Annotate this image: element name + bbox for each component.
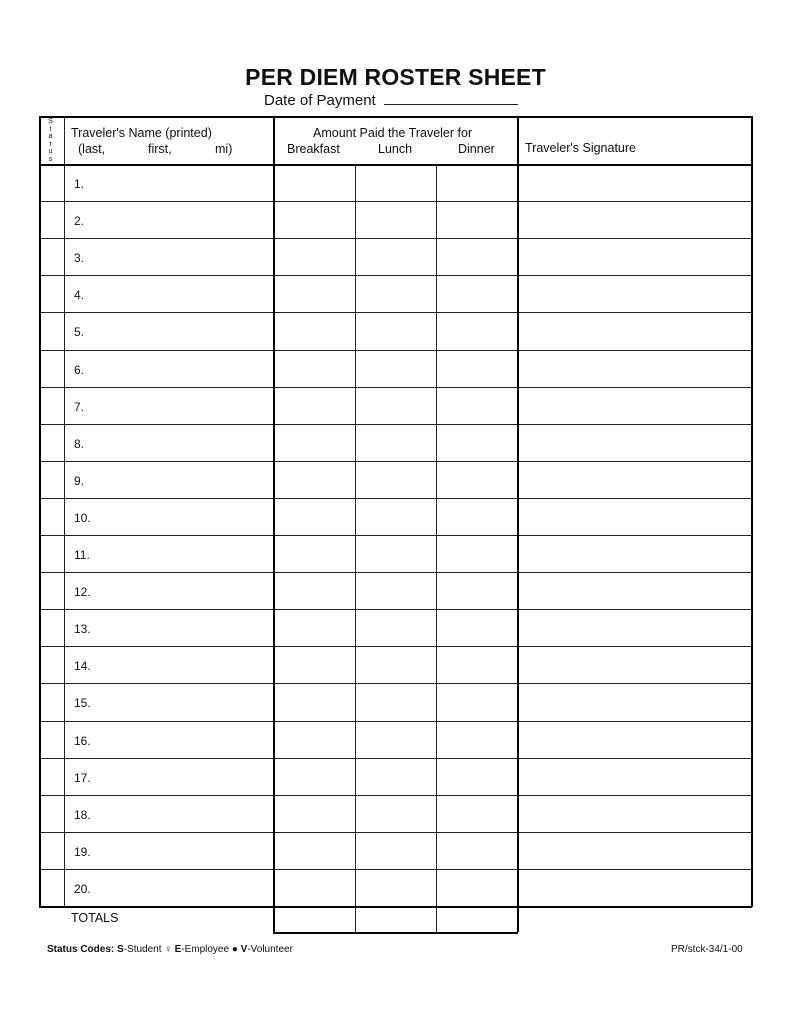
row-divider	[39, 350, 752, 351]
bullet-icon: ●	[231, 944, 238, 955]
row-number: 15.	[74, 696, 91, 710]
status-letter: t	[49, 125, 52, 133]
row-number: 3.	[74, 251, 85, 265]
amount-header: Amount Paid the Traveler for	[313, 126, 473, 140]
row-divider	[39, 869, 752, 870]
row-divider	[39, 312, 752, 313]
row-number: 11.	[74, 548, 90, 562]
row-divider	[39, 238, 752, 239]
status-code-v-text: -Volunteer	[247, 944, 293, 955]
row-divider	[39, 387, 752, 388]
status-letter: a	[48, 133, 53, 140]
female-symbol-icon: ♀	[164, 944, 172, 955]
dinner-header: Dinner	[458, 142, 495, 156]
row-divider	[39, 424, 752, 425]
row-divider	[39, 572, 752, 573]
status-code-e-text: -Employee	[181, 944, 230, 955]
status-code-v: V	[240, 944, 248, 955]
row-divider	[39, 683, 752, 684]
row-number: 6.	[74, 363, 85, 377]
row-number: 7.	[74, 400, 85, 414]
row-divider	[39, 721, 752, 722]
status-letter: t	[49, 140, 52, 148]
totals-bottom-border	[273, 932, 518, 934]
row-divider	[39, 646, 752, 647]
row-divider	[39, 906, 752, 908]
dinner-column-divider	[517, 116, 519, 932]
status-codes-label: Status Codes:	[47, 944, 115, 955]
row-divider	[39, 535, 752, 536]
row-number: 4.	[74, 288, 85, 302]
row-divider	[39, 201, 752, 202]
status-column-header	[46, 118, 55, 163]
lunch-column-divider	[436, 164, 437, 932]
name-header-line1: Traveler's Name (printed)	[71, 126, 212, 140]
status-code-s-text: -Student	[123, 944, 162, 955]
header-bottom-border	[39, 164, 752, 166]
status-letter: S	[48, 118, 53, 125]
row-number: 1.	[74, 177, 85, 191]
row-number: 17.	[74, 771, 91, 785]
name-column-divider	[273, 116, 275, 932]
row-number: 19.	[74, 845, 91, 859]
row-divider	[39, 461, 752, 462]
row-number: 16.	[74, 734, 91, 748]
row-number: 5.	[74, 325, 85, 339]
row-number: 13.	[74, 622, 91, 636]
status-codes-legend	[47, 944, 293, 955]
row-divider	[39, 795, 752, 796]
table-right-border	[751, 116, 753, 907]
name-header-mi: mi)	[215, 142, 233, 156]
form-id: PR/stck-34/1-00	[671, 944, 743, 955]
breakfast-header: Breakfast	[287, 142, 340, 156]
row-divider	[39, 275, 752, 276]
table-top-border	[39, 116, 752, 118]
row-number: 18.	[74, 808, 91, 822]
row-number: 10.	[74, 511, 91, 525]
table-left-border	[39, 116, 41, 906]
row-number: 8.	[74, 437, 85, 451]
row-number: 12.	[74, 585, 91, 599]
row-number: 20.	[74, 882, 91, 896]
status-letter: u	[48, 148, 53, 155]
name-header-first: first,	[148, 142, 172, 156]
lunch-header: Lunch	[378, 142, 413, 156]
status-code-e: E	[174, 944, 182, 955]
row-divider	[39, 498, 752, 499]
row-number: 2.	[74, 214, 85, 228]
row-divider	[39, 758, 752, 759]
row-divider	[39, 609, 752, 610]
status-letter: s	[48, 155, 53, 163]
status-column-divider	[64, 116, 65, 906]
name-header-last: (last,	[78, 142, 106, 156]
date-of-payment	[264, 91, 518, 109]
row-divider	[39, 832, 752, 833]
page-title: PER DIEM ROSTER SHEET	[245, 64, 546, 90]
breakfast-column-divider	[355, 164, 356, 932]
status-code-s: S	[117, 944, 124, 955]
date-of-payment-field[interactable]	[384, 91, 518, 105]
signature-header: Traveler's Signature	[525, 141, 636, 155]
totals-label: TOTALS	[71, 911, 119, 925]
row-number: 14.	[74, 659, 91, 673]
date-of-payment-label: Date of Payment	[264, 92, 376, 109]
row-number: 9.	[74, 474, 85, 488]
